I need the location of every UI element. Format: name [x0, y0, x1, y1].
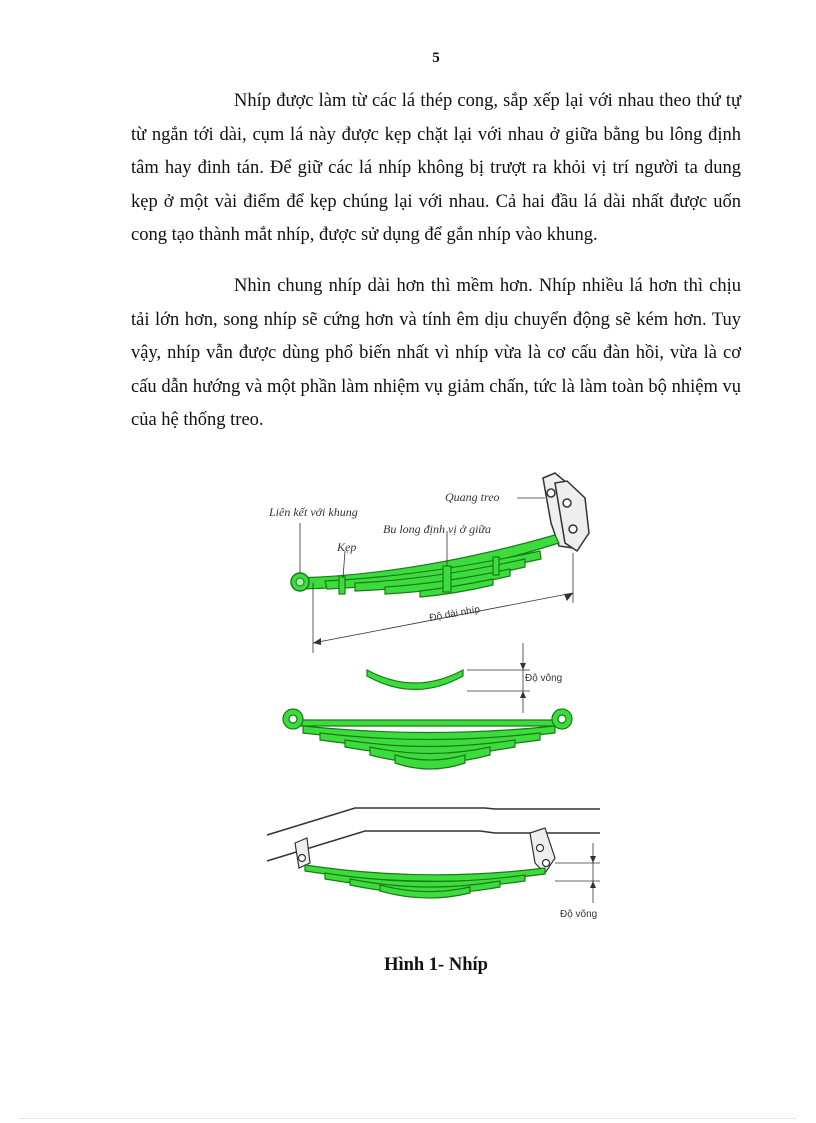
label-lien-ket: Liên kết với khung	[269, 505, 358, 519]
spring-leaves-top	[295, 535, 559, 597]
bottom-divider	[20, 1118, 796, 1119]
spring-eye	[291, 573, 309, 591]
spring-perspective	[268, 473, 589, 653]
spring-leaves-installed	[305, 865, 545, 898]
deflection-lines	[555, 843, 600, 903]
leaf-spring-diagram	[255, 463, 615, 943]
label-bu-long: Bu long định vị ở giữa	[383, 522, 491, 536]
label-do-dai-nhip: Độ dài nhíp	[428, 604, 481, 624]
arrowhead-icon	[520, 663, 526, 670]
label-kep: Kẹp	[337, 540, 357, 554]
spring-side-view	[283, 709, 572, 769]
arrowhead-icon	[520, 691, 526, 698]
arrowhead-icon	[590, 881, 596, 888]
arrowhead-icon	[564, 593, 573, 601]
arrowhead-icon	[590, 856, 596, 863]
page-number: 5	[432, 50, 440, 66]
label-do-vong-1: Độ võng	[525, 673, 563, 684]
paragraph-1: Nhíp được làm từ các lá thép cong, sắp xếp lại với nhau theo thứ tự từ ngắn tới dài, cụm lá này được kẹp chặt lại với nhau ở giữa bằng bu lông định tâm hay đinh tán. Để giữ các lá nhíp không bị trượt ra khỏi vị trí người ta dung kẹp ở một vài điểm để kẹp chúng lại với nhau. Cả hai đầu lá dài nhất được uốn cong tạo thành mắt nhíp, được sử dụng để gắn nhíp vào khung.	[131, 91, 741, 245]
hangers	[295, 828, 555, 873]
label-quang-treo: Quang treo	[445, 490, 500, 504]
label-do-vong-2: Độ võng	[560, 909, 598, 920]
single-leaf-deflection	[367, 643, 562, 713]
paragraph-2: Nhìn chung nhíp dài hơn thì mềm hơn. Nhíp nhiều lá hơn thì chịu tải lớn hơn, song nhíp sẽ cứng hơn và tính êm dịu chuyển động sẽ kém hơn. Tuy vậy, nhíp vẫn được dùng phổ biến nhất vì nhíp vừa là cơ cấu đàn hồi, vừa là cơ cấu dẫn hướng và một phần làm nhiệm vụ giảm chấn, tức là làm toàn bộ nhiệm vụ của hệ thống treo.	[131, 276, 741, 430]
figure-caption: Hình 1- Nhíp	[384, 955, 488, 975]
leaf-spring-figure	[255, 463, 615, 943]
spring-in-frame	[267, 808, 600, 920]
arrowhead-icon	[313, 638, 321, 645]
